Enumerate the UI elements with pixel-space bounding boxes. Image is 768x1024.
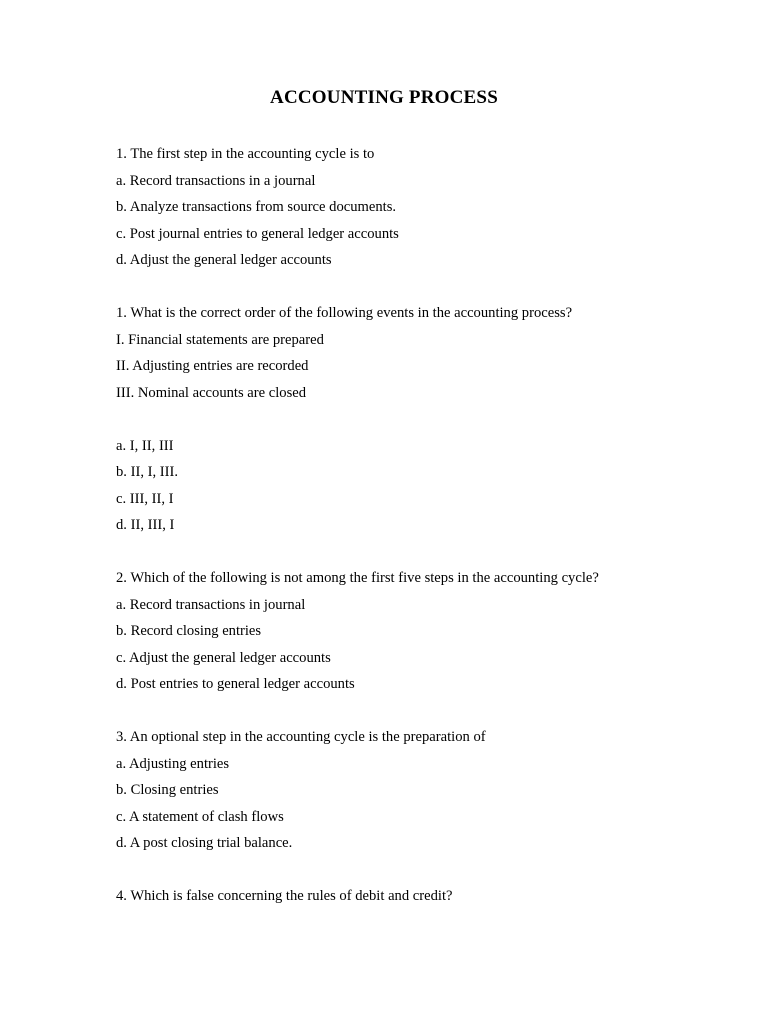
question-3-text: 3. An optional step in the accounting cycle is the preparation of: [116, 729, 486, 745]
question-1b-event-i: I. Financial statements are prepared: [116, 332, 324, 348]
question-4-text: 4. Which is false concerning the rules of debit and credit?: [116, 888, 453, 904]
question-1-option-a: a. Record transactions in a journal: [116, 173, 316, 189]
question-3-option-c: c. A statement of clash flows: [116, 809, 284, 825]
question-1b-option-a: a. I, II, III: [116, 438, 174, 454]
question-3-option-a: a. Adjusting entries: [116, 756, 230, 772]
question-1-option-b: b. Analyze transactions from source documents.: [116, 199, 397, 215]
question-3-option-b: b. Closing entries: [116, 782, 219, 798]
question-2-text: 2. Which of the following is not among the first five steps in the accounting cycle?: [116, 570, 599, 586]
question-2-option-b: b. Record closing entries: [116, 623, 262, 639]
question-1b-option-c: c. III, II, I: [116, 491, 174, 507]
question-2-option-c: c. Adjust the general ledger accounts: [116, 650, 331, 666]
question-1-option-d: d. Adjust the general ledger accounts: [116, 252, 332, 268]
question-3-option-d: d. A post closing trial balance.: [116, 835, 293, 851]
question-2-option-d: d. Post entries to general ledger accounts: [116, 676, 355, 692]
question-1b-option-d: d. II, III, I: [116, 517, 175, 533]
question-1b-text: 1. What is the correct order of the following events in the accounting process?: [116, 305, 573, 321]
question-1b-event-iii: III. Nominal accounts are closed: [116, 385, 307, 401]
question-2-option-a: a. Record transactions in journal: [116, 597, 306, 613]
question-1-text: 1. The first step in the accounting cycle is to: [116, 146, 375, 162]
question-1b-event-ii: II. Adjusting entries are recorded: [116, 358, 309, 374]
question-1-option-c: c. Post journal entries to general ledger accounts: [116, 226, 399, 242]
document-title: ACCOUNTING PROCESS: [270, 87, 498, 108]
question-1b-option-b: b. II, I, III.: [116, 464, 178, 480]
